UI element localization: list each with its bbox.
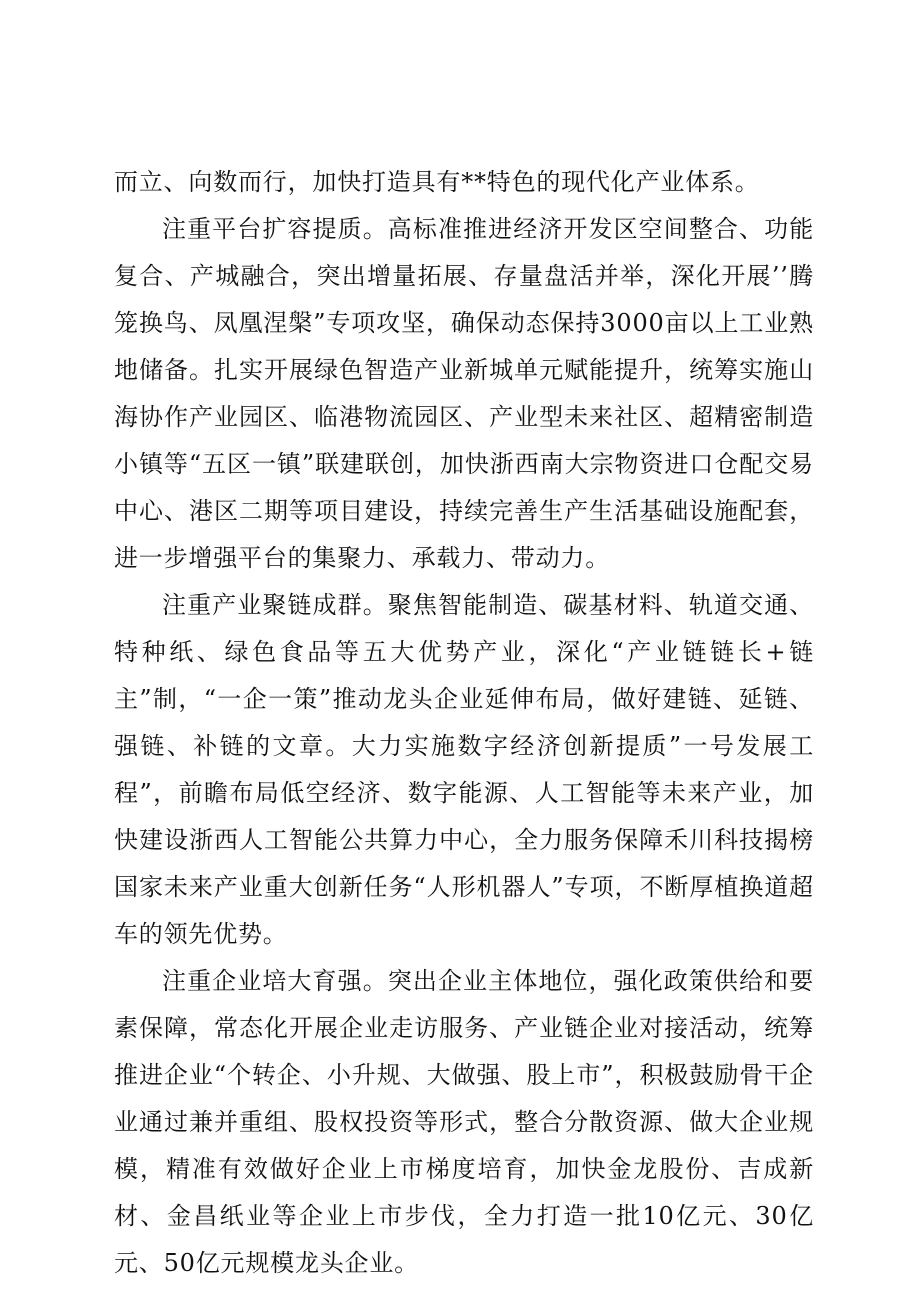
paragraph-continuation	[114, 159, 814, 206]
paragraph-text: 聚焦智能制造、碳基材料、轨道交通、特种纸、绿色食品等五大优势产业，深化“产业链链长+链主”制，“一企一策”推动龙头企业延伸布局，做好建链、延链、强链、补链的文章。大力实施数字经济创新提质”一号发展工程”，前瞻布局低空经济、数字能源、人工智能等未来产业，加快建设浙西人工智能公共算力中心，全力服务保障禾川科技揭榜国家未来产业重大创新任务“人形机器人”专项，不断厚植换道超车的领先优势。	[114, 591, 814, 948]
paragraph-industry-chain	[114, 582, 814, 958]
paragraph-lead: 注重企业培大育强。	[162, 967, 388, 995]
paragraph-lead: 注重产业聚链成群。	[162, 591, 388, 619]
document-body	[114, 159, 814, 1287]
paragraph-text: 突出企业主体地位，强化政策供给和要素保障，常态化开展企业走访服务、产业链企业对接活动，统筹推进企业“个转企、小升规、大做强、股上市”，积极鼓励骨干企业通过兼并重组、股权投资等形式，整合分散资源、做大企业规模，精准有效做好企业上市梯度培育，加快金龙股份、吉成新材、金昌纸业等企业上市步伐，全力打造一批10亿元、30亿元、50亿元规模龙头企业。	[114, 967, 814, 1277]
paragraph-text: 高标准推进经济开发区空间整合、功能复合、产城融合，突出增量拓展、存量盘活并举，深化开展’’腾笼换鸟、凤凰涅槃”专项攻坚，确保动态保持3000亩以上工业熟地储备。扎实开展绿色智造产业新城单元赋能提升，统筹实施山海协作产业园区、临港物流园区、产业型未来社区、超精密制造小镇等“五区一镇”联建联创，加快浙西南大宗物资进口仓配交易中心、港区二期等项目建设，持续完善生产生活基础设施配套，进一步增强平台的集聚力、承载力、带动力。	[114, 215, 814, 572]
paragraph-enterprise	[114, 958, 814, 1287]
paragraph-lead: 注重平台扩容提质。	[162, 215, 388, 243]
paragraph-platform	[114, 206, 814, 582]
paragraph-text: 而立、向数而行，加快打造具有**特色的现代化产业体系。	[114, 168, 760, 196]
